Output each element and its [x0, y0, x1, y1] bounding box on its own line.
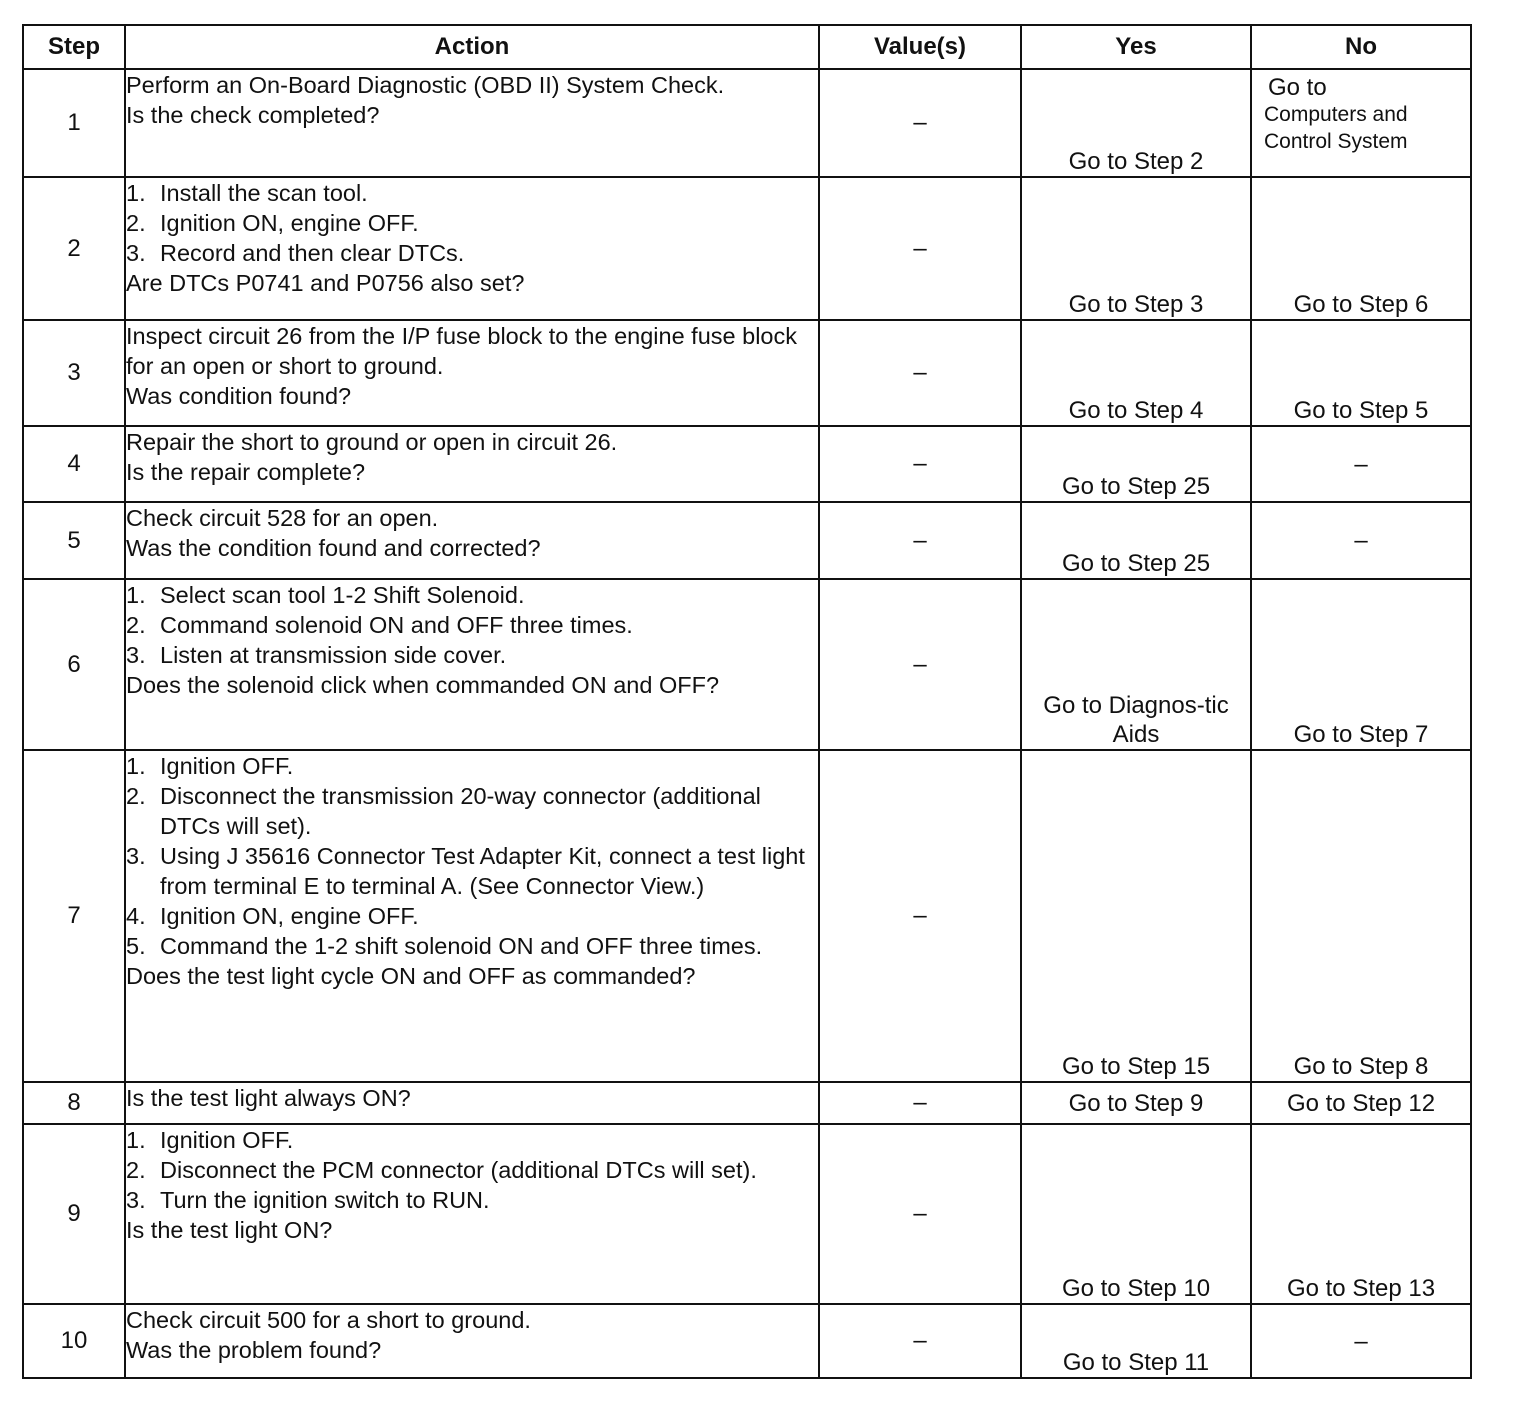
yes-goto-prefix: Go to — [1068, 397, 1134, 424]
value-cell: – — [819, 69, 1021, 177]
action-cell — [125, 1304, 819, 1378]
action-steps-list — [126, 1125, 818, 1215]
action-cell — [125, 579, 819, 750]
action-step-text: Using J 35616 Connector Test Adapter Kit, connect a test light from terminal E to terminal A. (See Connector View.) — [160, 843, 805, 899]
table-row — [23, 1124, 1471, 1304]
step-number: 8 — [23, 1082, 125, 1124]
no-goto-link[interactable]: Step 6 — [1358, 291, 1429, 318]
action-step — [126, 640, 818, 670]
value-cell: – — [819, 579, 1021, 750]
action-cell — [125, 1124, 819, 1304]
action-step-text: Ignition OFF. — [160, 1127, 294, 1153]
action-step-number: 1. — [126, 180, 146, 206]
table-row — [23, 579, 1471, 750]
yes-goto-prefix: Go to — [1061, 1275, 1128, 1302]
action-step-text: Install the scan tool. — [160, 180, 368, 206]
table-row — [23, 320, 1471, 426]
action-step-text: Disconnect the transmission 20-way connector (additional DTCs will set). — [160, 783, 761, 839]
action-step-text: Ignition ON, engine OFF. — [160, 903, 419, 929]
table-row — [23, 69, 1471, 177]
action-step-text: Ignition ON, engine OFF. — [160, 210, 419, 236]
yes-goto-prefix: Go to — [1043, 692, 1109, 719]
header-no: No — [1251, 25, 1471, 69]
yes-cell — [1021, 1304, 1251, 1378]
action-step-number: 1. — [126, 1127, 146, 1153]
no-goto-prefix: Go to — [1286, 1089, 1353, 1117]
action-step — [126, 238, 818, 268]
step-number: 9 — [23, 1124, 125, 1304]
action-step — [126, 178, 818, 208]
no-cell — [1251, 177, 1471, 320]
yes-cell — [1021, 502, 1251, 579]
step-number: 4 — [23, 426, 125, 502]
no-cell — [1251, 1124, 1471, 1304]
step-number: 3 — [23, 320, 125, 426]
yes-cell — [1021, 426, 1251, 502]
no-cell: – — [1251, 426, 1471, 502]
value-cell: – — [819, 1124, 1021, 1304]
action-step-number: 3. — [126, 1187, 146, 1213]
yes-cell — [1021, 579, 1251, 750]
no-goto-link[interactable]: Computers and — [1264, 103, 1408, 126]
yes-goto-prefix: Go to — [1061, 550, 1128, 577]
action-text: Repair the short to ground or open in circuit 26. — [126, 429, 618, 455]
table-body — [23, 69, 1471, 1378]
action-cell — [125, 426, 819, 502]
header-values: Value(s) — [819, 25, 1021, 69]
value-cell: – — [819, 177, 1021, 320]
action-question: Does the test light cycle ON and OFF as commanded? — [126, 963, 696, 989]
no-goto-prefix: Go to — [1293, 721, 1359, 748]
action-steps-list — [126, 178, 818, 268]
action-step-number: 5. — [126, 933, 146, 959]
action-step — [126, 610, 818, 640]
action-step — [126, 931, 818, 961]
action-text: Check circuit 500 for a short to ground. — [126, 1307, 531, 1333]
action-step — [126, 1155, 818, 1185]
no-goto-prefix: Go to — [1268, 74, 1327, 101]
action-step-text: Select scan tool 1-2 Shift Solenoid. — [160, 582, 525, 608]
no-cell — [1251, 750, 1471, 1082]
step-number: 6 — [23, 579, 125, 750]
value-cell: – — [819, 426, 1021, 502]
no-goto-link[interactable]: Step 5 — [1358, 397, 1429, 424]
yes-cell — [1021, 69, 1251, 177]
action-step-number: 3. — [126, 843, 146, 869]
table-row — [23, 426, 1471, 502]
action-step-number: 2. — [126, 1157, 146, 1183]
action-cell — [125, 502, 819, 579]
no-goto-prefix: Go to — [1293, 1053, 1359, 1080]
step-number: 10 — [23, 1304, 125, 1378]
step-number: 7 — [23, 750, 125, 1082]
action-text: Inspect circuit 26 from the I/P fuse block to the engine fuse block for an open or short to ground. — [126, 323, 797, 379]
yes-goto-link[interactable]: Step 10 — [1127, 1275, 1211, 1302]
action-step — [126, 751, 818, 781]
yes-goto-link[interactable]: Step 25 — [1127, 550, 1211, 577]
no-cell: – — [1251, 502, 1471, 579]
no-goto-link[interactable]: Step 8 — [1358, 1053, 1429, 1080]
action-step-text: Command the 1-2 shift solenoid ON and OFF three times. — [160, 933, 763, 959]
yes-goto-link[interactable]: Step 25 — [1127, 473, 1211, 500]
no-cell — [1251, 320, 1471, 426]
no-goto-prefix: Go to — [1293, 397, 1359, 424]
table-row — [23, 1304, 1471, 1378]
yes-cell — [1021, 320, 1251, 426]
yes-goto-link[interactable]: Step 2 — [1133, 148, 1204, 175]
action-step-text: Ignition OFF. — [160, 753, 294, 779]
yes-goto-prefix: Go to — [1061, 473, 1128, 500]
no-goto-link[interactable]: Control System — [1264, 130, 1408, 153]
action-cell — [125, 69, 819, 177]
step-number: 2 — [23, 177, 125, 320]
table-row — [23, 177, 1471, 320]
yes-goto-prefix: Go to — [1068, 1089, 1134, 1117]
diagnostic-table — [22, 24, 1472, 1379]
header-yes: Yes — [1021, 25, 1251, 69]
action-question: Is the check completed? — [126, 102, 380, 128]
action-cell — [125, 177, 819, 320]
action-question: Does the solenoid click when commanded ON and OFF? — [126, 672, 720, 698]
action-step — [126, 208, 818, 238]
action-step-text: Disconnect the PCM connector (additional DTCs will set). — [160, 1157, 757, 1183]
yes-goto-link[interactable]: Step 11 — [1128, 1349, 1210, 1376]
yes-goto-prefix: Go to — [1061, 1053, 1128, 1080]
yes-goto-prefix: Go to — [1062, 1349, 1129, 1376]
step-number: 5 — [23, 502, 125, 579]
action-question: Was the problem found? — [126, 1337, 382, 1363]
action-question: Is the repair complete? — [126, 459, 366, 485]
action-step — [126, 1125, 818, 1155]
action-step-number: 2. — [126, 783, 146, 809]
action-text: Perform an On-Board Diagnostic (OBD II) System Check. — [126, 72, 725, 98]
action-question: Are DTCs P0741 and P0756 also set? — [126, 270, 525, 296]
yes-goto-prefix: Go to — [1068, 148, 1134, 175]
yes-goto-link[interactable]: Diagnos-tic Aids — [1108, 692, 1229, 748]
action-step-number: 3. — [126, 240, 146, 266]
no-goto-prefix: Go to — [1286, 1275, 1353, 1302]
action-step-number: 1. — [126, 753, 146, 779]
no-goto-link[interactable]: Step 12 — [1352, 1089, 1436, 1117]
value-cell: – — [819, 1082, 1021, 1124]
action-cell — [125, 750, 819, 1082]
value-cell: – — [819, 502, 1021, 579]
action-step — [126, 1185, 818, 1215]
action-step-number: 2. — [126, 210, 146, 236]
action-step-number: 4. — [126, 903, 146, 929]
value-cell: – — [819, 750, 1021, 1082]
action-step — [126, 781, 818, 841]
action-question: Was the condition found and corrected? — [126, 535, 541, 561]
table-row — [23, 502, 1471, 579]
action-question: Was condition found? — [126, 383, 352, 409]
no-goto-link[interactable]: Step 7 — [1358, 721, 1429, 748]
no-cell — [1251, 579, 1471, 750]
action-step-text: Turn the ignition switch to RUN. — [160, 1187, 490, 1213]
action-steps-list — [126, 580, 818, 670]
action-steps-list — [126, 751, 818, 961]
action-step — [126, 580, 818, 610]
step-number: 1 — [23, 69, 125, 177]
action-step-number: 3. — [126, 642, 146, 668]
action-step-text: Command solenoid ON and OFF three times. — [160, 612, 633, 638]
no-cell: – — [1251, 1304, 1471, 1378]
value-cell: – — [819, 1304, 1021, 1378]
yes-cell — [1021, 750, 1251, 1082]
action-step-number: 1. — [126, 582, 146, 608]
yes-goto-prefix: Go to — [1068, 291, 1134, 318]
yes-cell — [1021, 1124, 1251, 1304]
action-step — [126, 841, 818, 901]
no-cell — [1251, 69, 1471, 177]
table-row — [23, 750, 1471, 1082]
action-step-text: Listen at transmission side cover. — [160, 642, 507, 668]
yes-goto-link[interactable]: Step 15 — [1127, 1053, 1211, 1080]
value-cell: – — [819, 320, 1021, 426]
action-step — [126, 901, 818, 931]
action-step-number: 2. — [126, 612, 146, 638]
action-question: Is the test light always ON? — [126, 1085, 411, 1111]
action-question: Is the test light ON? — [126, 1217, 333, 1243]
action-text: Check circuit 528 for an open. — [126, 505, 439, 531]
yes-goto-link[interactable]: Step 4 — [1133, 397, 1204, 424]
no-goto-prefix: Go to — [1293, 291, 1359, 318]
header-step: Step — [23, 25, 125, 69]
yes-cell — [1021, 1082, 1251, 1124]
no-cell — [1251, 1082, 1471, 1124]
action-cell — [125, 1082, 819, 1124]
yes-goto-link[interactable]: Step 9 — [1133, 1089, 1204, 1117]
header-action: Action — [125, 25, 819, 69]
action-step-text: Record and then clear DTCs. — [160, 240, 465, 266]
action-cell — [125, 320, 819, 426]
table-row — [23, 1082, 1471, 1124]
yes-goto-link[interactable]: Step 3 — [1133, 291, 1204, 318]
no-goto-link[interactable]: Step 13 — [1352, 1275, 1436, 1302]
header-row — [23, 25, 1471, 69]
yes-cell — [1021, 177, 1251, 320]
